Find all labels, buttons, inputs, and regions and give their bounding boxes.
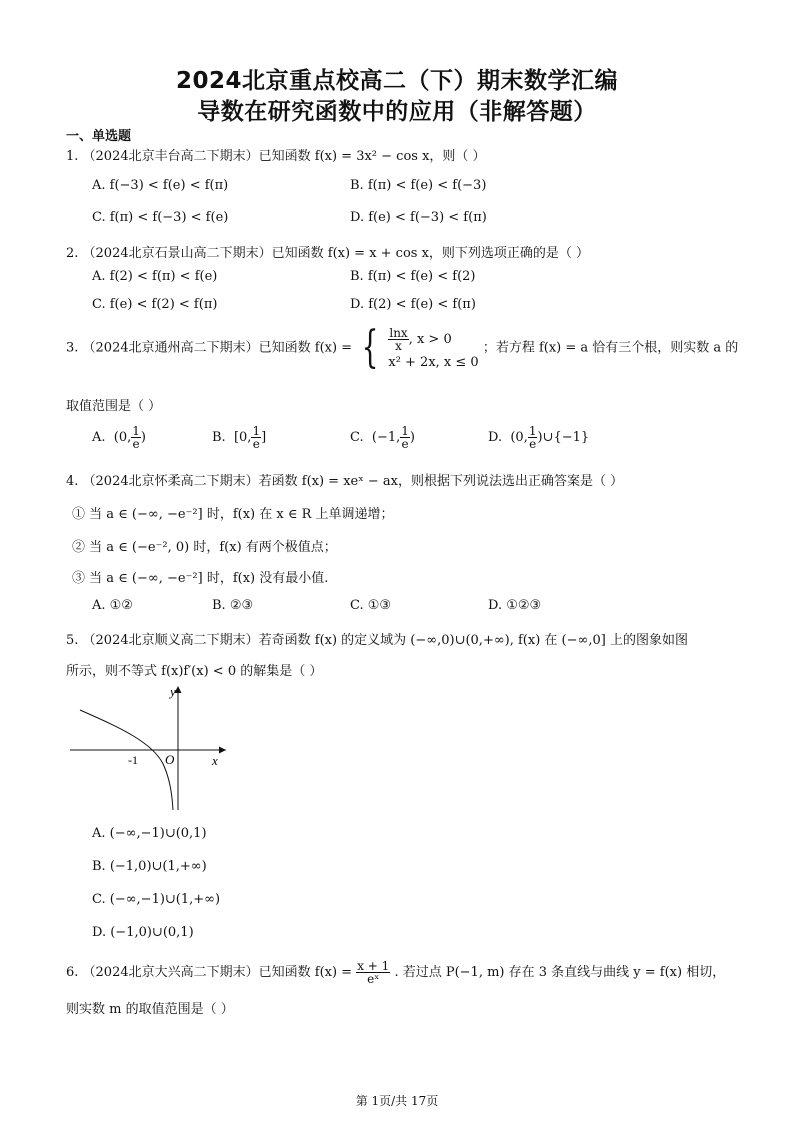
question-1-option-d: D. f(e) < f(−3) < f(π): [350, 210, 487, 225]
x-axis-arrow-icon: [219, 747, 226, 754]
question-2-option-b: B. f(π) < f(e) < f(2): [350, 269, 476, 284]
question-1-text: 1. （2024北京丰台高二下期末）已知函数 f(x) = 3x² − cos x，则（ ）: [66, 149, 486, 164]
option-c-fraction: $\frac{1}{e}$: [401, 424, 409, 451]
question-3-option-d: D. (0, $\frac{1}{e}$ )∪{−1}: [488, 424, 590, 451]
question-1-option-a: A. f(−3) < f(e) < f(π): [92, 178, 229, 193]
question-3-text-2: 取值范围是（ ）: [66, 399, 162, 414]
question-6-denominator: eˣ: [367, 972, 380, 986]
question-4-option-a: A. ①②: [92, 598, 133, 613]
question-2-text: 2. （2024北京石景山高二下期末）已知函数 f(x) = x + cos x，则下列选项正确的是（ ）: [66, 246, 590, 261]
question-4-option-d: D. ①②③: [488, 598, 542, 613]
question-5-text-2: 所示，则不等式 f(x)f′(x) < 0 的解集是（ ）: [66, 664, 323, 679]
case-1-denominator: x: [395, 339, 402, 353]
question-6-numerator: x + 1: [357, 959, 390, 973]
question-3-option-a: A. (0, $\frac{1}{e}$ ): [92, 424, 146, 451]
question-4-statement-3: ③ 当 a ∈ (−∞, −e⁻²] 时，f(x) 没有最小值.: [72, 571, 329, 586]
y-axis-label: y: [170, 684, 176, 699]
question-2-option-a: A. f(2) < f(π) < f(e): [92, 269, 218, 284]
option-d-fraction: $\frac{1}{e}$: [528, 424, 537, 451]
question-3-option-b: B. [0, $\frac{1}{e}$ ]: [212, 424, 267, 451]
question-3-option-c: C. (−1, $\frac{1}{e}$ ): [350, 424, 415, 451]
tick-label-minus-1: -1: [128, 753, 138, 767]
question-3-stem: [66, 322, 739, 373]
piecewise-brace: {: [361, 322, 379, 373]
question-5-text: 5. （2024北京顺义高二下期末）若奇函数 f(x) 的定义域为 (−∞,0)∪(0,+∞), f(x) 在 (−∞,0] 上的图象如图: [66, 633, 688, 648]
piecewise-cases: [388, 327, 478, 369]
question-6-text-2: 则实数 m 的取值范围是（ ）: [66, 1002, 234, 1017]
question-5-option-b: B. (−1,0)∪(1,+∞): [92, 859, 207, 874]
function-curve: [80, 710, 173, 810]
option-a-fraction: $\frac{1}{e}$: [132, 424, 140, 451]
case-1-numerator: lnx: [389, 326, 408, 340]
question-3-prefix: 3. （2024北京通州高二下期末）已知函数 f(x) =: [66, 340, 353, 356]
function-graph: [66, 684, 236, 814]
question-4-option-b: B. ②③: [212, 598, 254, 613]
question-4-option-c: C. ①③: [350, 598, 392, 613]
origin-label: O: [165, 752, 175, 767]
question-4-text: 4. （2024北京怀柔高二下期末）若函数 f(x) = xeˣ − ax，则根据下列说法选出正确答案是（ ）: [66, 474, 624, 489]
page-title: 2024北京重点校高二（下）期末数学汇编: [175, 68, 618, 94]
question-6-stem: [66, 960, 725, 985]
option-b-fraction: $\frac{1}{e}$: [252, 424, 261, 451]
question-6-fraction: [356, 960, 390, 985]
section-heading: 一、单选题: [66, 129, 132, 144]
question-6-suffix: . 若过点 P(−1, m) 存在 3 条直线与曲线 y = f(x) 相切，: [394, 965, 726, 980]
page-subtitle: 导数在研究函数中的应用（非解答题）: [197, 99, 597, 125]
question-2-option-d: D. f(2) < f(e) < f(π): [350, 297, 476, 312]
piecewise-case-2: x² + 2x, x ≤ 0: [388, 355, 479, 370]
question-4-statement-1: ① 当 a ∈ (−∞, −e⁻²] 时，f(x) 在 x ∈ R 上单调递增；: [72, 507, 394, 522]
case-1-fraction: [388, 327, 408, 352]
question-5-option-a: A. (−∞,−1)∪(0,1): [92, 826, 207, 841]
x-axis-label: x: [212, 753, 218, 768]
question-2-option-c: C. f(e) < f(2) < f(π): [92, 297, 218, 312]
page-footer: 第 1页/共 17页: [355, 1094, 439, 1108]
question-5-option-d: D. (−1,0)∪(0,1): [92, 925, 194, 940]
question-3-suffix: ；若方程 f(x) = a 恰有三个根，则实数 a 的: [482, 340, 739, 356]
question-6-prefix: 6. （2024北京大兴高二下期末）已知函数 f(x) =: [66, 965, 353, 980]
question-5-option-c: C. (−∞,−1)∪(1,+∞): [92, 892, 221, 907]
question-4-statement-2: ② 当 a ∈ (−e⁻², 0) 时，f(x) 有两个极值点；: [72, 540, 337, 555]
case-1-condition: , x > 0: [408, 332, 452, 347]
piecewise-case-1: [388, 327, 478, 352]
question-1-option-b: B. f(π) < f(e) < f(−3): [350, 178, 487, 193]
question-1-option-c: C. f(π) < f(−3) < f(e): [92, 210, 229, 225]
